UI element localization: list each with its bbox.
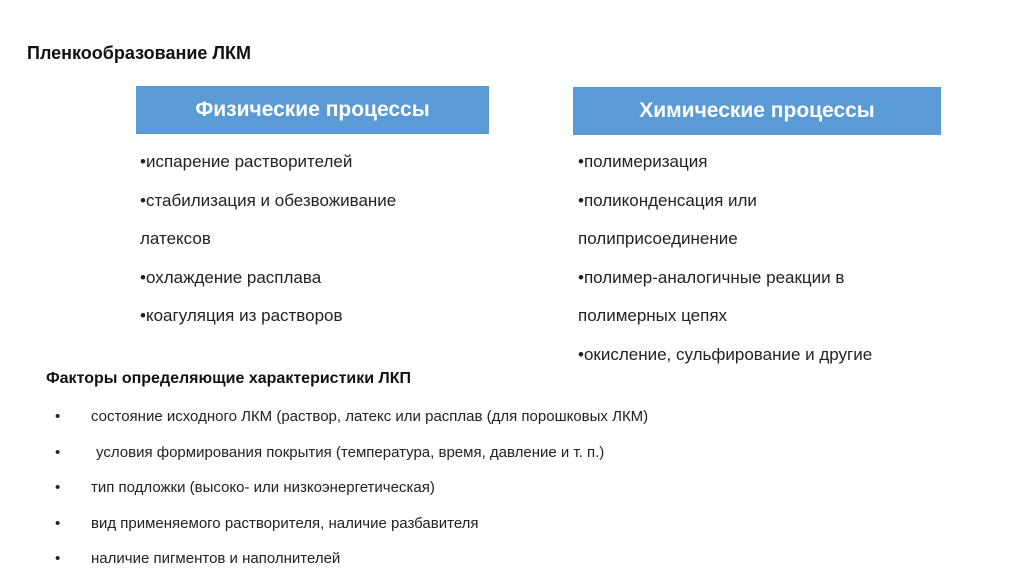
factor-item bbox=[55, 472, 955, 508]
list-item: •окисление, сульфирование и другие bbox=[578, 344, 873, 364]
list-item: полиприсоединение bbox=[578, 229, 738, 248]
list-item: латексов bbox=[140, 229, 211, 248]
list-item: •стабилизация и обезвоживание bbox=[140, 190, 397, 210]
physical-processes-header: Физические процессы bbox=[136, 86, 489, 134]
factor-text: тип подложки (высоко- или низкоэнергетическая) bbox=[91, 479, 435, 496]
chemical-processes-header: Химические процессы bbox=[573, 87, 941, 135]
list-item: •охлаждение расплава bbox=[140, 267, 322, 287]
list-item: •коагуляция из растворов bbox=[140, 306, 343, 325]
physical-processes-list bbox=[140, 143, 500, 336]
list-item: •поликонденсация или bbox=[578, 190, 757, 210]
factor-text: состояние исходного ЛКМ (раствор, латекс или расплав (для порошковых ЛКМ) bbox=[91, 408, 649, 425]
factors-list bbox=[55, 401, 955, 579]
factor-item bbox=[55, 543, 955, 579]
list-item: •испарение растворителей bbox=[140, 152, 353, 171]
factor-text: условия формирования покрытия (температура, время, давление и т. п.) bbox=[96, 443, 605, 461]
factor-text: вид применяемого растворителя, наличие разбавителя bbox=[91, 514, 479, 532]
factor-text: наличие пигментов и наполнителей bbox=[91, 550, 341, 567]
bullet-icon: • bbox=[55, 550, 61, 567]
list-item: •полимер-аналогичные реакции в bbox=[578, 267, 845, 287]
factor-item bbox=[55, 437, 955, 473]
bullet-icon: • bbox=[55, 443, 61, 461]
bullet-icon: • bbox=[55, 408, 61, 425]
page-title: Пленкообразование ЛКМ bbox=[27, 43, 252, 63]
chemical-processes-list bbox=[578, 143, 958, 374]
list-item: полимерных цепях bbox=[578, 306, 728, 325]
factors-title: Факторы определяющие характеристики ЛКП bbox=[46, 370, 412, 387]
bullet-icon: • bbox=[55, 514, 61, 532]
bullet-icon: • bbox=[55, 479, 61, 496]
list-item: •полимеризация bbox=[578, 152, 708, 171]
factor-item bbox=[55, 401, 955, 437]
factor-item bbox=[55, 508, 955, 544]
